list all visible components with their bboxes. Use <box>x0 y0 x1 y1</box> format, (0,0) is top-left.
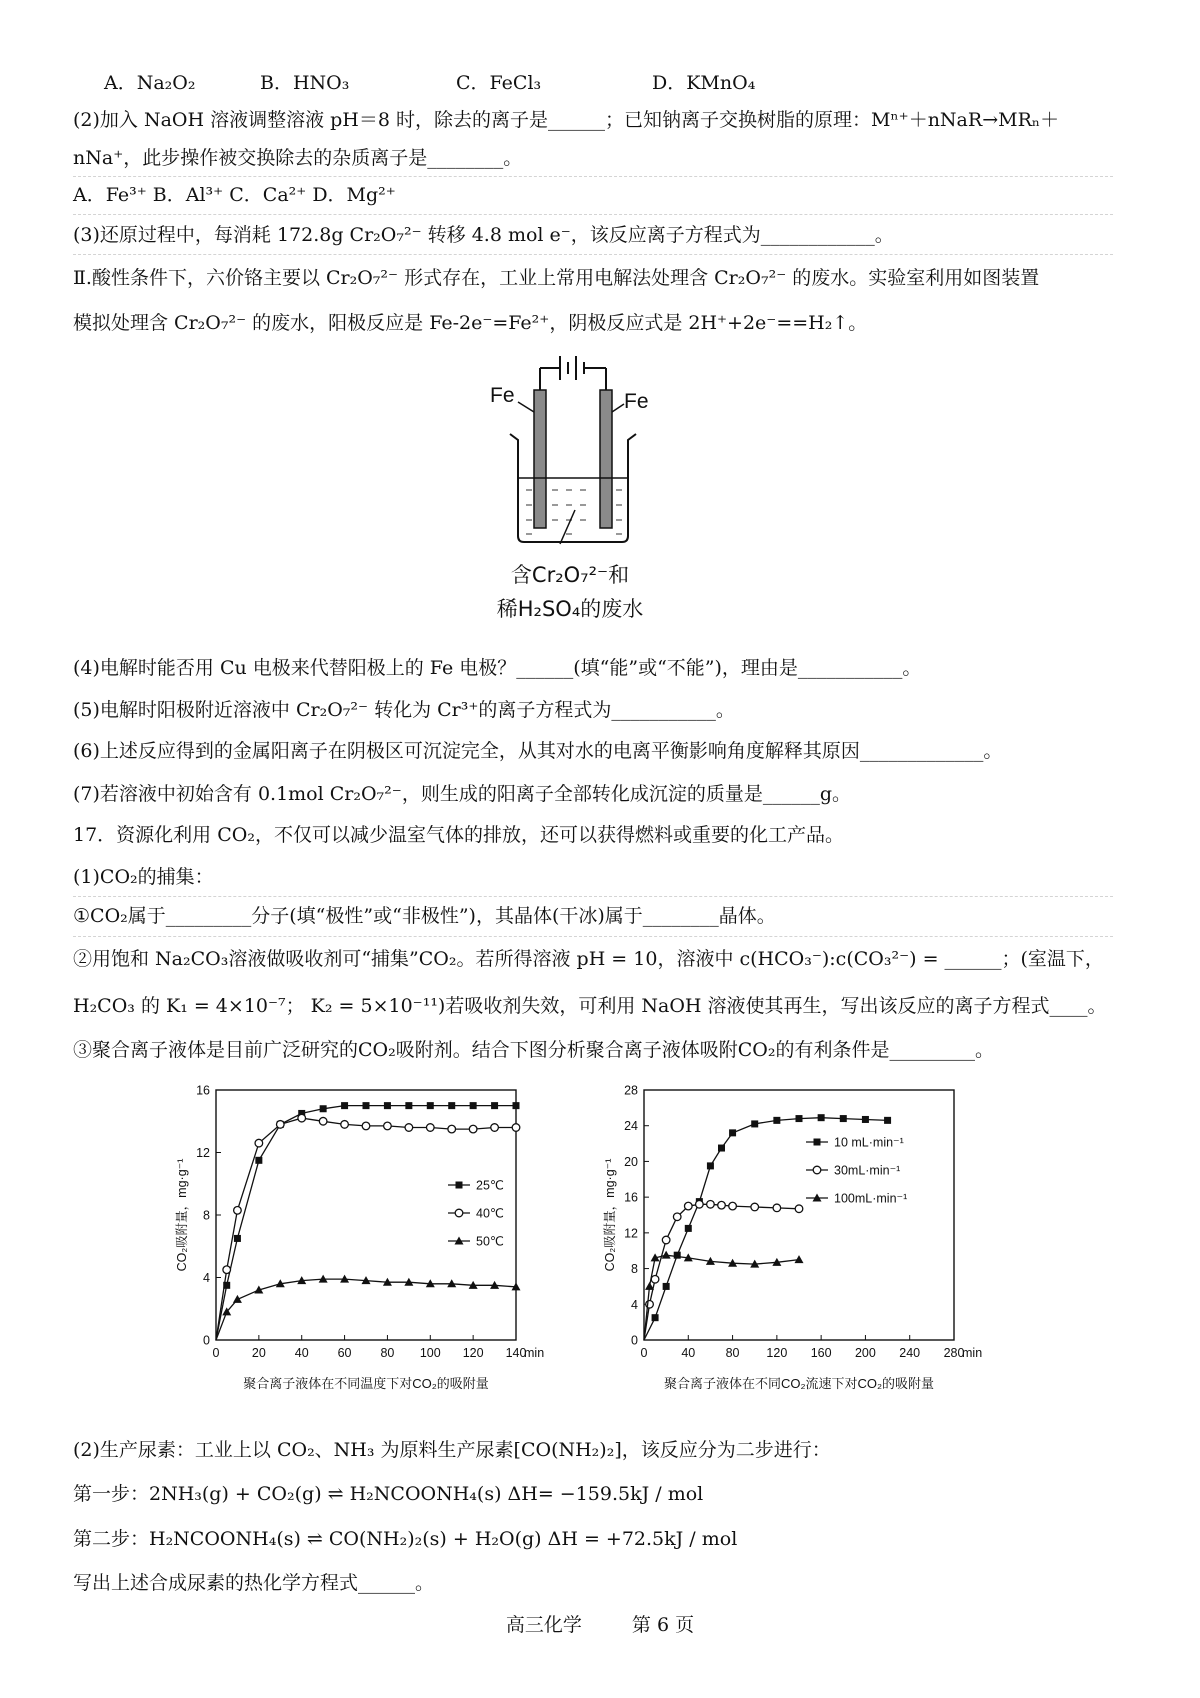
data-point <box>362 1122 370 1130</box>
figure-caption-2: 稀H₂SO₄的废水 <box>496 597 644 621</box>
left-electrode-label: Fe <box>490 384 515 407</box>
data-point <box>729 1202 737 1210</box>
data-point <box>707 1162 714 1169</box>
legend-marker <box>813 1166 821 1174</box>
y-tick-label: 4 <box>631 1297 638 1312</box>
page-footer <box>0 1610 1200 1637</box>
data-point <box>773 1204 781 1212</box>
divider <box>73 936 1113 937</box>
y-tick-label: 24 <box>624 1119 638 1134</box>
flowrate-adsorption-chart <box>603 1080 1040 1410</box>
x-tick-label: 40 <box>294 1346 309 1360</box>
data-point <box>512 1124 520 1132</box>
power-source-icon <box>540 356 606 390</box>
data-point <box>513 1102 520 1109</box>
y-tick-label: 0 <box>203 1333 210 1348</box>
q17-sub3: ③聚合离子液体是目前广泛研究的CO₂吸附剂。结合下图分析聚合离子液体吸附CO₂的有利条件是_________。 <box>73 1039 994 1061</box>
plot-frame <box>644 1090 954 1340</box>
data-point <box>384 1122 392 1130</box>
x-tick-label: 140 <box>505 1346 527 1360</box>
footer-page-number: 第 6 页 <box>631 1614 695 1636</box>
y-tick-label: 0 <box>631 1333 638 1348</box>
data-point <box>729 1129 736 1136</box>
data-point <box>796 1115 803 1122</box>
legend-label: 30mL·min⁻¹ <box>834 1163 901 1178</box>
figure-caption-1: 含Cr₂O₇²⁻和 <box>510 563 630 587</box>
q16-part5: (5)电解时阳极附近溶液中 Cr₂O₇²⁻ 转化为 Cr³⁺的离子方程式为___________。 <box>73 699 735 721</box>
x-tick-label: 40 <box>681 1346 696 1360</box>
data-point <box>795 1205 803 1213</box>
data-point <box>818 1114 825 1121</box>
data-point <box>234 1235 241 1242</box>
data-point <box>469 1125 477 1133</box>
data-point <box>223 1266 231 1274</box>
data-point <box>652 1314 659 1321</box>
q17-part2: (2)生产尿素：工业上以 CO₂、NH₃ 为原料生产尿素[CO(NH₂)₂]，该反应分为二步进行： <box>73 1439 831 1461</box>
q17-sub1: ①CO₂属于_________分子(填“极性”或“非极性”)，其晶体(干冰)属于________晶体。 <box>73 905 776 927</box>
q16-part2-line2: nNa⁺，此步操作被交换除去的杂质离子是________。 <box>73 147 523 169</box>
x-axis-label: min <box>962 1346 983 1360</box>
q16-part2-line1: (2)加入 NaOH 溶液调整溶液 pH＝8 时，除去的离子是______；已知钠离子交换树脂的原理：Mⁿ⁺＋nNaR→MRₙ＋ <box>73 109 1060 131</box>
data-point <box>862 1116 869 1123</box>
data-point <box>405 1124 413 1132</box>
y-tick-label: 12 <box>196 1146 210 1160</box>
chart-title: 聚合离子液体在不同温度下对CO₂的吸附量 <box>243 1376 489 1391</box>
x-tick-label: 120 <box>766 1346 788 1360</box>
data-point <box>696 1200 704 1208</box>
divider <box>73 896 1113 897</box>
data-point <box>651 1275 659 1283</box>
data-point <box>255 1157 262 1164</box>
q17-part1: (1)CO₂的捕集： <box>73 866 214 888</box>
x-tick-label: 20 <box>251 1346 266 1360</box>
left-electrode <box>534 390 546 528</box>
data-point <box>341 1102 348 1109</box>
data-point <box>663 1283 670 1290</box>
q16-part3: (3)还原过程中，每消耗 172.8g Cr₂O₇²⁻ 转移 4.8 mol e⁻，该反应离子方程式为____________。 <box>73 224 894 246</box>
data-point <box>673 1213 681 1221</box>
legend-label: 50℃ <box>476 1234 504 1249</box>
data-point <box>884 1117 891 1124</box>
options-row-1 <box>104 70 755 96</box>
x-tick-label: 0 <box>640 1346 648 1360</box>
legend-marker <box>456 1182 463 1189</box>
q17-step1: 第一步：2NH₃(g) + CO₂(g) ⇌ H₂NCOONH₄(s) ΔH= −159.5kJ / mol <box>73 1483 704 1505</box>
x-tick-label: 240 <box>899 1346 921 1360</box>
legend-label: 10 mL·min⁻¹ <box>834 1135 904 1150</box>
data-point <box>426 1124 434 1132</box>
q17-final: 写出上述合成尿素的热化学方程式______。 <box>73 1572 435 1594</box>
q17-intro: 17．资源化利用 CO₂，不仅可以减少温室气体的排放，还可以获得燃料或重要的化工产品。 <box>73 824 844 846</box>
divider <box>73 214 1113 215</box>
data-point <box>751 1203 759 1211</box>
data-point <box>470 1102 477 1109</box>
y-tick-label: 16 <box>624 1190 638 1205</box>
option-d[interactable]: D．KMnO₄ <box>652 72 756 94</box>
part-ii-line1: Ⅱ.酸性条件下，六价铬主要以 Cr₂O₇²⁻ 形式存在，工业上常用电解法处理含 Cr₂O₇²⁻ 的废水。实验室利用如图装置 <box>73 267 1040 289</box>
data-point <box>276 1121 284 1129</box>
option-a[interactable]: A．Na₂O₂ <box>104 72 196 94</box>
footer-subject: 高三化学 <box>505 1614 582 1636</box>
option-c[interactable]: C．FeCl₃ <box>456 72 542 94</box>
electrolysis-figure <box>470 350 670 640</box>
y-tick-label: 16 <box>196 1083 210 1098</box>
y-tick-label: 12 <box>624 1226 638 1241</box>
chart-title: 聚合离子液体在不同CO₂流速下对CO₂的吸附量 <box>663 1376 935 1391</box>
right-electrode <box>600 390 612 528</box>
x-tick-label: 0 <box>212 1346 220 1360</box>
x-tick-label: 160 <box>810 1346 832 1360</box>
part-ii-line2: 模拟处理含 Cr₂O₇²⁻ 的废水，阳极反应是 Fe-2e⁻=Fe²⁺，阴极反应式是 2H⁺+2e⁻==H₂↑。 <box>73 312 868 334</box>
data-point <box>405 1102 412 1109</box>
y-axis-label: CO₂吸附量，mg·g⁻¹ <box>175 1158 189 1272</box>
data-point <box>233 1295 242 1303</box>
divider <box>73 254 1113 255</box>
y-tick-label: 8 <box>203 1208 210 1223</box>
y-tick-label: 4 <box>203 1271 210 1285</box>
x-tick-label: 280 <box>943 1346 965 1360</box>
data-point <box>298 1114 306 1122</box>
y-tick-label: 28 <box>624 1083 638 1098</box>
data-point <box>662 1236 670 1244</box>
option-b[interactable]: B．HNO₃ <box>260 72 350 94</box>
series-line-2 <box>644 1204 799 1340</box>
q16-part7: (7)若溶液中初始含有 0.1mol Cr₂O₇²⁻，则生成的阳离子全部转化成沉淀的质量是______g。 <box>73 783 851 805</box>
q17-sub2-line1: ②用饱和 Na₂CO₃溶液做吸收剂可“捕集”CO₂。若所得溶液 pH = 10，溶液中 c(HCO₃⁻):c(CO₃²⁻) = ______；(室温下， <box>73 948 1104 970</box>
x-tick-label: 200 <box>854 1346 876 1360</box>
series-line-3 <box>644 1255 799 1340</box>
data-point <box>320 1105 327 1112</box>
q17-sub2-line2: H₂CO₃ 的 K₁ = 4×10⁻⁷； K₂ = 5×10⁻¹¹)若吸收剂失效，可利用 NaOH 溶液使其再生，写出该反应的离子方程式____。 <box>73 995 1107 1017</box>
data-point <box>707 1200 715 1208</box>
x-tick-label: 80 <box>725 1346 740 1360</box>
data-point <box>341 1121 349 1129</box>
q16-part4: (4)电解时能否用 Cu 电极来代替阳极上的 Fe 电极？______(填“能”或“不能”)，理由是___________。 <box>73 657 922 679</box>
legend-marker <box>455 1209 463 1217</box>
data-point <box>319 1117 327 1125</box>
legend-label: 40℃ <box>476 1206 504 1221</box>
series-line-1 <box>644 1118 888 1340</box>
data-point <box>840 1115 847 1122</box>
options-row-2: A．Fe³⁺ B．Al³⁺ C．Ca²⁺ D．Mg²⁺ <box>73 184 396 206</box>
series-line-2 <box>216 1118 516 1340</box>
data-point <box>491 1102 498 1109</box>
y-tick-label: 8 <box>631 1262 638 1277</box>
temperature-adsorption-chart <box>170 1080 610 1410</box>
data-point <box>448 1102 455 1109</box>
data-point <box>751 1120 758 1127</box>
beaker-icon <box>510 434 636 542</box>
data-point <box>645 1282 654 1290</box>
data-point <box>718 1145 725 1152</box>
right-electrode-label: Fe <box>624 390 649 413</box>
data-point <box>427 1102 434 1109</box>
data-point <box>384 1102 391 1109</box>
q16-part6: (6)上述反应得到的金属阳离子在阴极区可沉淀完全，从其对水的电离平衡影响角度解释其原因_____________。 <box>73 740 1003 762</box>
y-axis-label: CO₂吸附量，mg·g⁻¹ <box>603 1158 617 1272</box>
data-point <box>234 1207 242 1215</box>
legend-label: 100mL·min⁻¹ <box>834 1191 908 1206</box>
data-point <box>684 1202 692 1210</box>
data-point <box>795 1255 804 1263</box>
data-point <box>448 1125 456 1133</box>
data-point <box>363 1102 370 1109</box>
y-tick-label: 20 <box>624 1154 638 1169</box>
legend-label: 25℃ <box>476 1178 504 1193</box>
data-point <box>674 1252 681 1259</box>
data-point <box>773 1117 780 1124</box>
data-point <box>685 1225 692 1232</box>
q17-step2: 第二步：H₂NCOONH₄(s) ⇌ CO(NH₂)₂(s) + H₂O(g) ΔH = +72.5kJ / mol <box>73 1528 738 1550</box>
data-point <box>491 1124 499 1132</box>
x-axis-label: min <box>524 1346 545 1360</box>
x-tick-label: 60 <box>337 1346 352 1360</box>
legend-marker <box>814 1139 821 1146</box>
x-tick-label: 100 <box>419 1346 441 1360</box>
data-point <box>718 1201 726 1209</box>
x-tick-label: 80 <box>380 1346 395 1360</box>
divider <box>73 176 1113 177</box>
data-point <box>255 1139 263 1147</box>
x-tick-label: 120 <box>462 1346 484 1360</box>
